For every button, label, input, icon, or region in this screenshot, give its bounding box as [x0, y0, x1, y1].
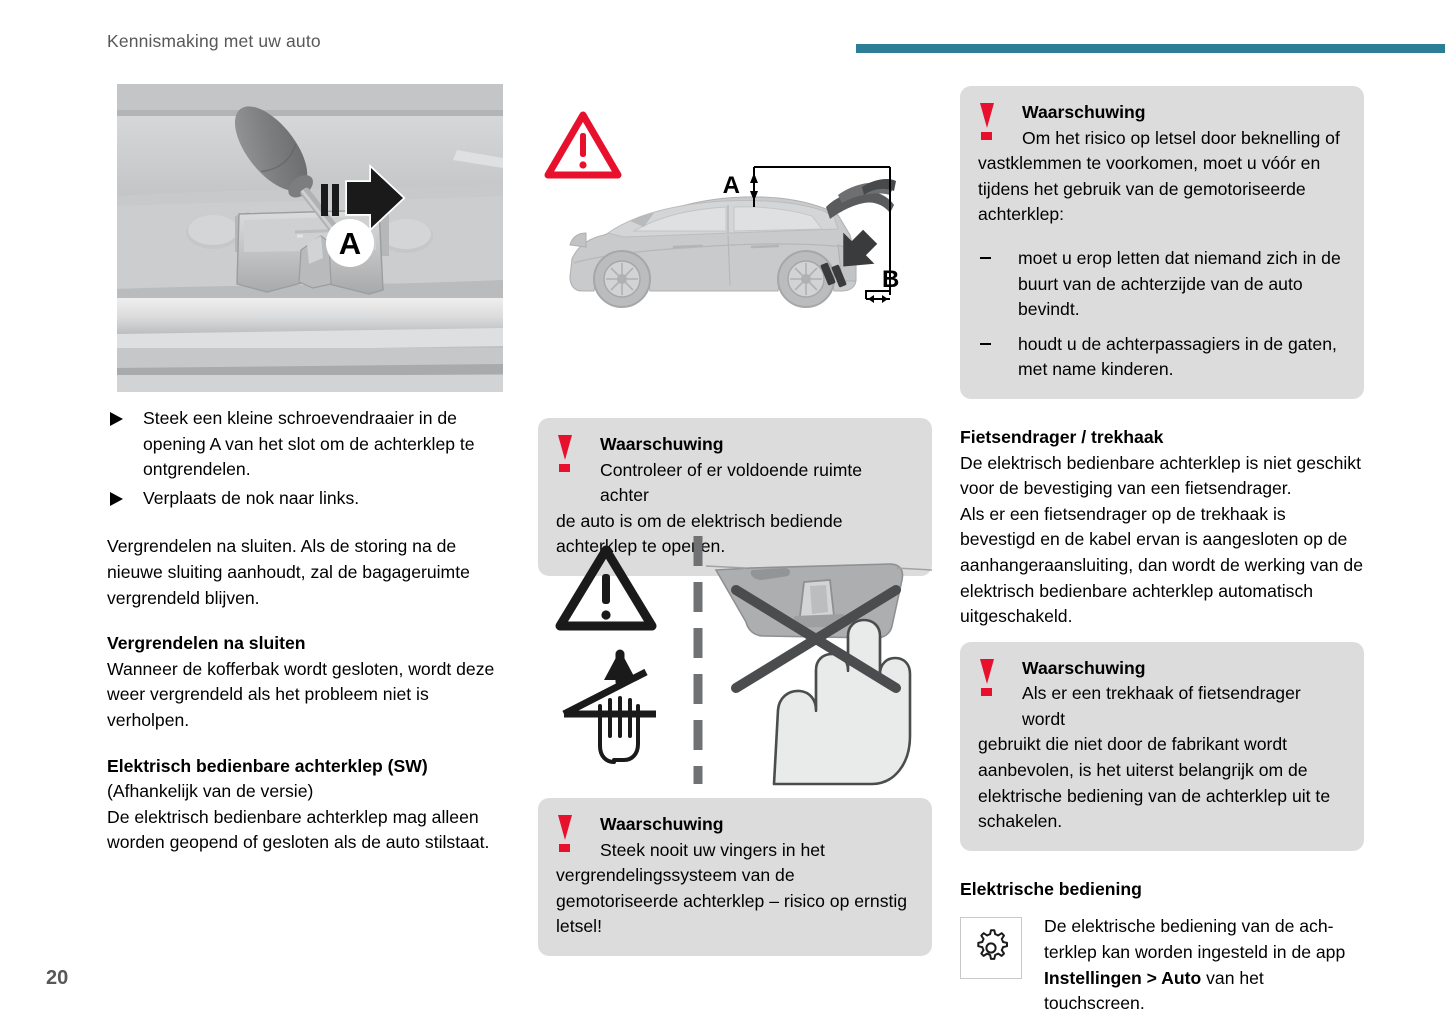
step-item [107, 406, 505, 483]
warning-triangle-red-icon [548, 115, 618, 175]
warning-box-vingers [538, 798, 932, 956]
right-paragraph-1: De elektrisch bedienbare achterklep is niet geschikt voor de bevestiging van een fietsendrager. [960, 452, 1361, 499]
warning-box-trekhaak [960, 642, 1364, 851]
triangle-bullet-icon [110, 412, 123, 426]
triangle-bullet-icon [110, 492, 123, 506]
step-text: Verplaats de nok naar links. [143, 487, 360, 508]
warning-box-beknelling [960, 86, 1364, 399]
right-column [960, 86, 1364, 1017]
warning-body-rest: gebruikt die niet door de fabrikant wordt aanbevolen, is het uiterst belangrijk om de elektrische bediening van de achterklep uit te schakelen. [978, 734, 1331, 832]
warning-sub-item [978, 246, 1346, 323]
dimension-label-a: A [722, 172, 740, 199]
warning-sub-text: moet u erop letten dat niemand zich in de buurt van de achterzijde van de auto bevindt. [1018, 247, 1341, 320]
warning-body-lead: Als er een trekhaak of fietsendrager wordt [1022, 683, 1301, 729]
left-paragraph-3: (Afhankelijk van de versie) [107, 781, 314, 802]
warning-body [978, 126, 1346, 228]
gear-note [960, 914, 1364, 1016]
gear-icon [970, 927, 1012, 969]
page-number: 20 [46, 967, 69, 989]
exclamation-icon [979, 659, 994, 695]
right-heading-fietsendrager: Fietsendrager / trekhaak [960, 426, 1164, 447]
warning-body-lead: Om het risico op letsel door beknelling of [1022, 127, 1340, 148]
gear-text-bold: Instellingen > Auto [1044, 967, 1202, 988]
warning-triangle-black-icon [560, 550, 652, 626]
warning-body-rest: vastklemmen te voorkomen, moet u vóór en tijdens het gebruik van de gemotoriseerde achterklep: [978, 153, 1321, 225]
gear-note-text [1044, 914, 1364, 1016]
left-paragraph-4: De elektrisch bedienbare achterklep mag alleen worden geopend of gesloten als de auto stilstaat. [107, 806, 490, 853]
gear-text-after: van het touchscreen. [1044, 967, 1264, 1014]
warning-title: Waarschuwing [600, 814, 724, 834]
warning-sub-item [978, 332, 1346, 383]
right-heading-elektrische-bediening: Elektrische bediening [960, 878, 1142, 899]
dash-bullet-icon [980, 343, 991, 346]
figure-car-clearance [538, 95, 932, 367]
warning-body-lead: Controleer of er voldoende ruimte achter [600, 459, 863, 506]
exclamation-icon [557, 815, 572, 851]
running-head: Kennismaking met uw auto [107, 31, 321, 51]
figure-label-a: A [338, 226, 362, 261]
step-item [107, 486, 505, 512]
step-text: Steek een kleine schroevendraaier in de opening A van het slot om de achterklep te ontgrendelen. [143, 408, 475, 480]
warning-sub-list [978, 246, 1346, 383]
warning-title: Waarschuwing [1022, 657, 1146, 678]
figure-lock-screwdriver [117, 84, 503, 392]
left-paragraph-2: Wanneer de kofferbak wordt gesloten, wordt deze weer vergrendeld als het probleem niet is verholpen. [107, 658, 495, 730]
exclamation-icon [979, 103, 994, 139]
warning-body [978, 681, 1346, 835]
gear-text-before: De elektrische bediening van de ach-terklep kan worden ingesteld in de app [1044, 916, 1346, 963]
left-column [107, 406, 505, 856]
left-paragraph-1: Vergrendelen na sluiten. Als de storing na de nieuwe sluiting aanhoudt, zal de bagageruimte vergrendeld blijven. [107, 536, 470, 608]
middle-column-warning-2-wrap [538, 798, 932, 956]
warning-body-rest: de auto is om de elektrisch bediende achterklep te openen. [556, 510, 843, 557]
figure-pinch-hazard [538, 530, 932, 786]
header-rule [856, 44, 1445, 53]
gear-icon-box [960, 917, 1022, 979]
warning-body [556, 838, 914, 940]
warning-sub-text: houdt u de achterpassagiers in de gaten, met name kinderen. [1018, 333, 1337, 380]
hand-illustration [774, 620, 910, 784]
right-paragraph-2: Als er een fietsendrager op de trekhaak is bevestigd en de kabel ervan is aangesloten op de aanhangeraansluiting, dan wordt de werking van de elektrisch bedienbare achterklep automatisch uitgeschakeld. [960, 503, 1363, 627]
finger-pinch-icon [564, 650, 656, 762]
dimension-label-b: B [882, 266, 900, 293]
exclamation-icon [557, 435, 572, 471]
warning-body-rest: het vergrendelingssysteem van de gemotoriseerde achterklep – risico op ernstig letsel! [556, 839, 908, 937]
left-heading-vergrendelen: Vergrendelen na sluiten [107, 633, 306, 654]
tailgate-open [826, 179, 896, 219]
step-list [107, 406, 505, 511]
left-heading-achterklep: Elektrisch bedienbare achterklep (SW) [107, 755, 428, 776]
warning-title: Waarschuwing [600, 434, 724, 454]
warning-body-lead: Steek nooit uw vingers in [600, 839, 796, 860]
warning-title: Waarschuwing [1022, 102, 1146, 122]
latch-photo [706, 564, 932, 638]
dash-bullet-icon [980, 257, 991, 260]
